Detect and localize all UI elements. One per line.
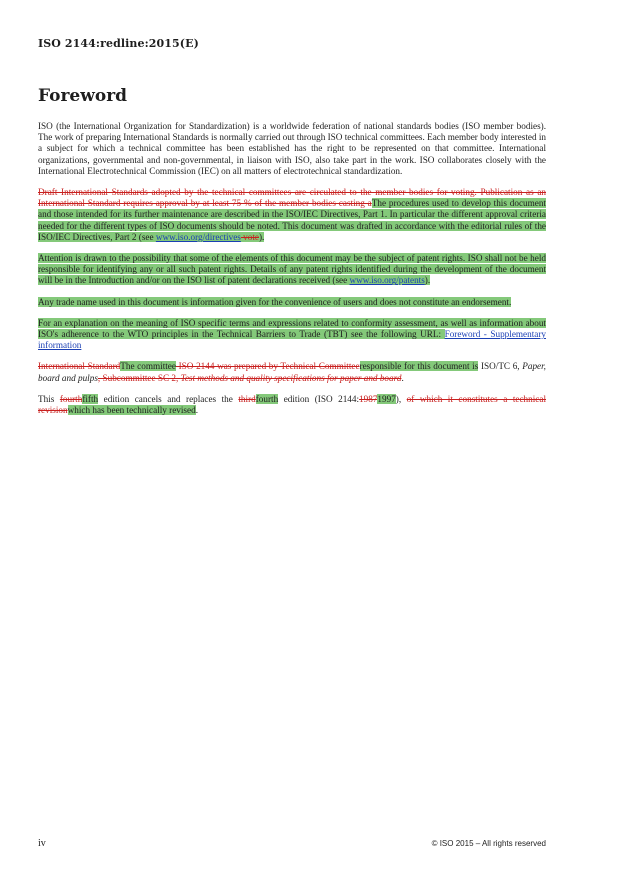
italic-text: Paper, board and pulps: [38, 361, 546, 383]
inserted-text: The procedures used to develop this document and those intended for its further maintenance are described in the ISO/IEC Directives, Part 1. In particular the different approval criteria needed for the different types of ISO documents should be noted. This document was drafted in accordance with the editorial rules of the ISO/IEC Directives, Part 2 (see: [38, 198, 546, 242]
deleted-italic-text: Test methods and quality specifications for paper and board: [180, 372, 402, 383]
inserted-text: ).: [259, 231, 265, 242]
document-header: ISO 2144:redline:2015(E): [38, 37, 199, 50]
paragraph-conformity: [38, 318, 546, 352]
deleted-text: third: [238, 393, 256, 404]
body-text: ISO/TC 6,: [478, 361, 523, 372]
page-number: iv: [38, 838, 46, 849]
inserted-text: fourth: [255, 393, 279, 404]
paragraph-trade-name: [38, 297, 546, 308]
deleted-text: 1987: [359, 393, 378, 404]
inserted-text: 1997: [377, 393, 396, 404]
paragraph-edition: [38, 394, 546, 416]
deleted-text: fourth: [59, 393, 83, 404]
deleted-text: of which it constitutes a technical revision: [38, 393, 546, 416]
directives-link[interactable]: www.iso.org/directives: [155, 231, 241, 242]
page-title: Foreword: [38, 86, 128, 106]
foreword-content: [38, 121, 546, 426]
copyright-notice: © ISO 2015 – All rights reserved: [431, 839, 546, 848]
deleted-text: , Subcommittee SC 2,: [97, 372, 181, 383]
inserted-text: The committee: [120, 361, 176, 372]
body-text: edition (ISO 2144:: [278, 393, 360, 404]
paragraph-committee: [38, 361, 546, 383]
body-text: This: [38, 393, 60, 404]
inserted-text: fifth: [82, 393, 99, 404]
inserted-text: responsible for this document is: [359, 361, 479, 372]
deleted-text: International Standard: [38, 361, 121, 372]
body-text: ),: [395, 393, 407, 404]
deleted-text: Draft International Standards adopted by the technical committees are circulated to the member bodies for voting. Publication as an International Standard requires approval by at least 75 % of the member bodies casting a: [38, 187, 546, 209]
inserted-text: Attention is drawn to the possibility that some of the elements of this document may be the subject of patent rights. ISO shall not be held responsible for identifying any or all such patent rights. Details of any patent rights identified during the development of the document will be in the Introduction and/or on the ISO list of patent declarations received (see: [38, 253, 546, 286]
paragraph-patents: [38, 253, 546, 287]
deleted-text: ISO 2144 was prepared by Technical Committee: [175, 361, 360, 372]
deleted-text: vote: [240, 231, 259, 242]
body-text: .: [195, 405, 198, 416]
body-text: edition cancels and replaces the: [98, 393, 239, 404]
inserted-text: For an explanation on the meaning of ISO specific terms and expressions related to conformity assessment, as well as information about ISO's adherence to the WTO principles in the Technical Barriers to Trade (TBT) see the following URL:: [38, 317, 546, 340]
inserted-text: ).: [424, 275, 431, 286]
paragraph-procedures: [38, 187, 546, 243]
paragraph-iso-intro: ISO (the International Organization for Standardization) is a worldwide federation of national standards bodies (ISO member bodies). The work of preparing International Standards is normally carried out through ISO technical committees. Each member body interested in a subject for which a technical committee has been established has the right to be represented on that committee. International organizations, governmental and non-governmental, in liaison with ISO, also take part in the work. ISO collaborates closely with the International Electrotechnical Commission (IEC) on all matters of electrotechnical standardization.: [38, 121, 546, 176]
patents-link[interactable]: www.iso.org/patents: [349, 275, 425, 286]
inserted-text: Any trade name used in this document is information given for the convenience of users and does not constitute an endorsement.: [38, 296, 512, 307]
body-text: .: [401, 372, 404, 383]
inserted-text: which has been technically revised: [67, 405, 196, 416]
supplementary-info-link[interactable]: Foreword - Supplementary information: [38, 329, 546, 351]
